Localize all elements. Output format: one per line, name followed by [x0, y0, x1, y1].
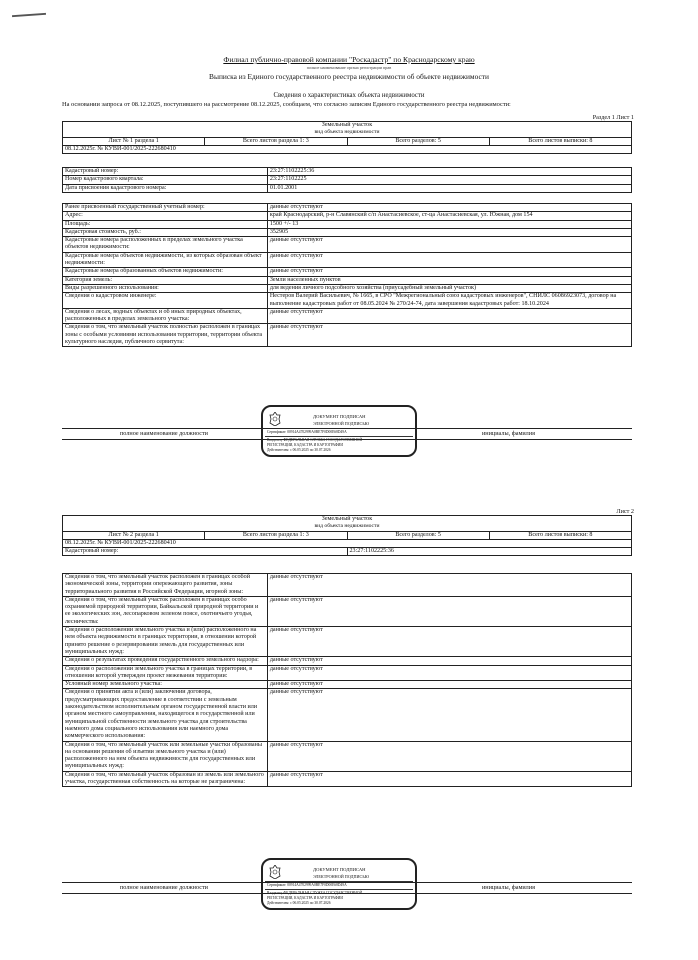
- table-row: [63, 627, 632, 657]
- field-value: данные отсутствуют: [267, 308, 631, 324]
- field-value: Земли населенных пунктов: [267, 276, 631, 284]
- date-number: 08.12.2025г. № КУВИ-001/2025-222680410: [63, 145, 632, 153]
- field-label: Условный номер земельного участка:: [63, 681, 268, 689]
- table-row: [63, 689, 632, 741]
- page2-characteristics-table: [62, 573, 632, 787]
- sections-total: Всего разделов: 5: [347, 137, 489, 145]
- field-value: 23:27:1102225:36: [267, 168, 631, 176]
- stamp-valid: Действителен: с 06.05.2025 по 30.07.2026: [267, 448, 331, 452]
- field-value: данные отсутствуют: [267, 665, 631, 681]
- page1-meta-table: [62, 121, 632, 154]
- document-title: Выписка из Единого государственного реестра недвижимости об объекте недвижимости: [209, 72, 489, 81]
- field-label: Адрес:: [63, 212, 268, 220]
- object-type-caption: вид объекта недвижимости: [63, 129, 632, 137]
- stamp-owner-2: РЕГИСТРАЦИИ, КАДАСТРА И КАРТОГРАФИИ: [267, 443, 343, 447]
- page2-signature-row: [62, 882, 632, 894]
- field-value: данные отсутствуют: [267, 627, 631, 657]
- table-row: [63, 284, 632, 292]
- field-value: 352905: [267, 228, 631, 236]
- field-label: Кадастровая стоимость, руб.:: [63, 228, 268, 236]
- field-label: Сведения о принятии акта и (или) заключении договора, предусматривающих предоставление в соответствии с земельным законодательством исполнительным органом государственной власти или органом местного самоуправления, находящегося в государственной или муниципальной собственности земельного участка для строительства наемного дома социального использования или наемного дома коммерческого использования:: [63, 689, 268, 741]
- field-value: данные отсутствуют: [267, 574, 631, 597]
- field-label: Кадастровые номера образованных объектов недвижимости:: [63, 268, 268, 276]
- scan-mark: [12, 13, 46, 17]
- table-row: [63, 657, 632, 665]
- field-value: данные отсутствуют: [267, 324, 631, 347]
- stamp-subtitle: ЭЛЕКТРОННОЙ ПОДПИСЬЮ: [313, 874, 370, 879]
- field-value: 01.01.2001: [267, 184, 631, 192]
- date-number: 08.12.2025г. № КУВИ-001/2025-222680410: [63, 539, 632, 547]
- request-text: На основании запроса от 08.12.2025, поступившего на рассмотрение 08.12.2025, сообщаем, что согласно записям Единого государственного реестра недвижимости:: [62, 101, 511, 108]
- table-row: [63, 771, 632, 787]
- table-row: [63, 308, 632, 324]
- table-row: [63, 293, 632, 309]
- stamp-title: ДОКУМЕНТ ПОДПИСАН: [313, 414, 366, 419]
- table-row: [63, 228, 632, 236]
- stamp-certificate: Сертификат: 00914A4702999A0BE7F0D00E68D49A: [267, 883, 347, 887]
- org-name-caption: полное наименование органа регистрации прав: [306, 65, 392, 70]
- object-type: Земельный участок: [63, 516, 632, 524]
- field-value: данные отсутствуют: [267, 596, 631, 626]
- table-row: [63, 176, 632, 184]
- field-label: Дата присвоения кадастрового номера:: [63, 184, 268, 192]
- section-title: Сведения о характеристиках объекта недвижимости: [273, 92, 425, 99]
- page2-top-label: Лист 2: [616, 508, 634, 515]
- field-value: данные отсутствуют: [267, 681, 631, 689]
- field-value: данные отсутствуют: [267, 268, 631, 276]
- org-name: Филиал публично-правовой компании "Роскадастр" по Краснодарскому краю: [223, 55, 475, 64]
- table-row: [63, 237, 632, 253]
- table-row: [63, 204, 632, 212]
- field-label: Кадастровые номера объектов недвижимости, из которых образован объект недвижимости:: [63, 252, 268, 268]
- stamp-valid: Действителен: с 06.05.2025 по 30.07.2026: [267, 901, 331, 905]
- field-label: Сведения о расположении земельного участка и (или) расположенного на нем объекта недвижимости в границах территории, в отношении которой принято решение о резервировании земель для государственных или муниципальных нужд:: [63, 627, 268, 657]
- field-value: данные отсутствуют: [267, 689, 631, 741]
- table-row: [63, 681, 632, 689]
- stamp-certificate: Сертификат: 00914A4702999A0BE7F0D00E68D49A: [267, 430, 347, 434]
- stamp-subtitle: ЭЛЕКТРОННОЙ ПОДПИСЬЮ: [313, 421, 370, 426]
- name-caption: инициалы, фамилия: [482, 430, 535, 437]
- table-row: [63, 268, 632, 276]
- page1-signature-row: [62, 428, 632, 440]
- table-row: [63, 324, 632, 347]
- table-row: [63, 741, 632, 771]
- field-value: данные отсутствуют: [267, 237, 631, 253]
- field-value: 1500 +/- 13: [267, 220, 631, 228]
- table-row: [63, 276, 632, 284]
- sheets-total: Всего листов раздела 1: 3: [205, 137, 347, 145]
- field-label: Кадастровые номера расположенных в пределах земельного участка объектов недвижимости:: [63, 237, 268, 253]
- field-label: Номер кадастрового квартала:: [63, 176, 268, 184]
- position-caption: полное наименование должности: [120, 430, 208, 437]
- table-row: [63, 168, 632, 176]
- field-value: край Краснодарский, р-н Славянский с/п Анастасиевское, ст-ца Анастасиевская, ул. Южная, дом 154: [267, 212, 631, 220]
- field-label: Сведения о том, что земельный участок или земельные участки образованы на основании решения об изъятии земельного участка и (или) расположенного на нем объекта недвижимости для государственных или муниципальных нужд:: [63, 741, 268, 771]
- sheet-number: Лист № 2 раздела 1: [63, 531, 205, 539]
- field-label: Сведения о том, что земельный участок образован из земель или земельного участка, государственная собственность на которые не разграничена:: [63, 771, 268, 787]
- extract-sheets-total: Всего листов выписки: 8: [489, 531, 631, 539]
- field-label: Сведения о том, что земельный участок полностью расположен в границах зоны с особыми условиями использования территории, территории объекта культурного наследия, публичного сервитута:: [63, 324, 268, 347]
- stamp-owner-2: РЕГИСТРАЦИИ, КАДАСТРА И КАРТОГРАФИИ: [267, 896, 343, 900]
- table-row: [63, 574, 632, 597]
- table-row: [63, 252, 632, 268]
- field-value: 23:27:1102225: [267, 176, 631, 184]
- table-row: [63, 596, 632, 626]
- table-row: [63, 184, 632, 192]
- object-type: Земельный участок: [63, 122, 632, 130]
- field-value: для ведения личного подсобного хозяйства (приусадебный земельный участок): [267, 284, 631, 292]
- field-label: Сведения о результатах проведения государственного земельного надзора:: [63, 657, 268, 665]
- field-value: Нестеров Валерий Васильевич, № 1665, в СРО "Межрегиональный союз кадастровых инженеров", СНИЛС 06086923073, договор на выполнение кадастровых работ от 08.05.2024 № 270/24-74, дата завершения кадастровых работ: 18.10.2024: [267, 293, 631, 309]
- emblem-icon: [269, 412, 281, 426]
- field-label: Категория земель:: [63, 276, 268, 284]
- sections-total: Всего разделов: 5: [347, 531, 489, 539]
- name-caption: инициалы, фамилия: [482, 884, 535, 891]
- page1-top-label: Раздел 1 Лист 1: [592, 114, 634, 121]
- field-label: Ранее присвоенный государственный учетный номер:: [63, 204, 268, 212]
- field-label: Площадь:: [63, 220, 268, 228]
- stamp-title: ДОКУМЕНТ ПОДПИСАН: [313, 867, 366, 872]
- field-value: данные отсутствуют: [267, 204, 631, 212]
- object-type-caption: вид объекта недвижимости: [63, 523, 632, 531]
- extract-sheets-total: Всего листов выписки: 8: [489, 137, 631, 145]
- field-label: Сведения о том, что земельный участок расположен в границах особой экономической зоны, территории опережающего развития, зоны территориального развития в Российской Федерации, игорной зоны:: [63, 574, 268, 597]
- field-value: данные отсутствуют: [267, 252, 631, 268]
- table-row: [63, 212, 632, 220]
- cadastral-number-label: Кадастровый номер:: [63, 548, 348, 556]
- stamp-owner: Владелец: ФЕДЕРАЛЬНАЯ СЛУЖБА ГОСУДАРСТВЕННОЙ: [267, 891, 363, 895]
- field-label: Сведения о том, что земельный участок расположен в границах особо охраняемой природной территории, Байкальской природной территории и ее экологических зон, лесопарковом зеленом поясе, охотничьего угодья, лесничества:: [63, 596, 268, 626]
- field-label: Кадастровый номер:: [63, 168, 268, 176]
- field-value: данные отсутствуют: [267, 741, 631, 771]
- field-label: Виды разрешенного использования:: [63, 284, 268, 292]
- field-value: данные отсутствуют: [267, 657, 631, 665]
- table-row: [63, 665, 632, 681]
- emblem-icon: [269, 865, 281, 879]
- sheet-number: Лист № 1 раздела 1: [63, 137, 205, 145]
- position-caption: полное наименование должности: [120, 884, 208, 891]
- sheets-total: Всего листов раздела 1: 3: [205, 531, 347, 539]
- field-label: Сведения о лесах, водных объектах и об иных природных объектах, расположенных в пределах земельного участка:: [63, 308, 268, 324]
- page1-characteristics-table: [62, 203, 632, 347]
- field-label: Сведения о расположении земельного участка в границах территории, в отношении которой утвержден проект межевания территории:: [63, 665, 268, 681]
- page2-meta-table: [62, 515, 632, 556]
- cadastral-number-value: 23:27:1102225:36: [347, 548, 632, 556]
- field-label: Сведения о кадастровом инженере:: [63, 293, 268, 309]
- table-row: [63, 220, 632, 228]
- page1-cadastral-table: [62, 167, 632, 193]
- field-value: данные отсутствуют: [267, 771, 631, 787]
- stamp-owner: Владелец: ФЕДЕРАЛЬНАЯ СЛУЖБА ГОСУДАРСТВЕННОЙ: [267, 438, 363, 442]
